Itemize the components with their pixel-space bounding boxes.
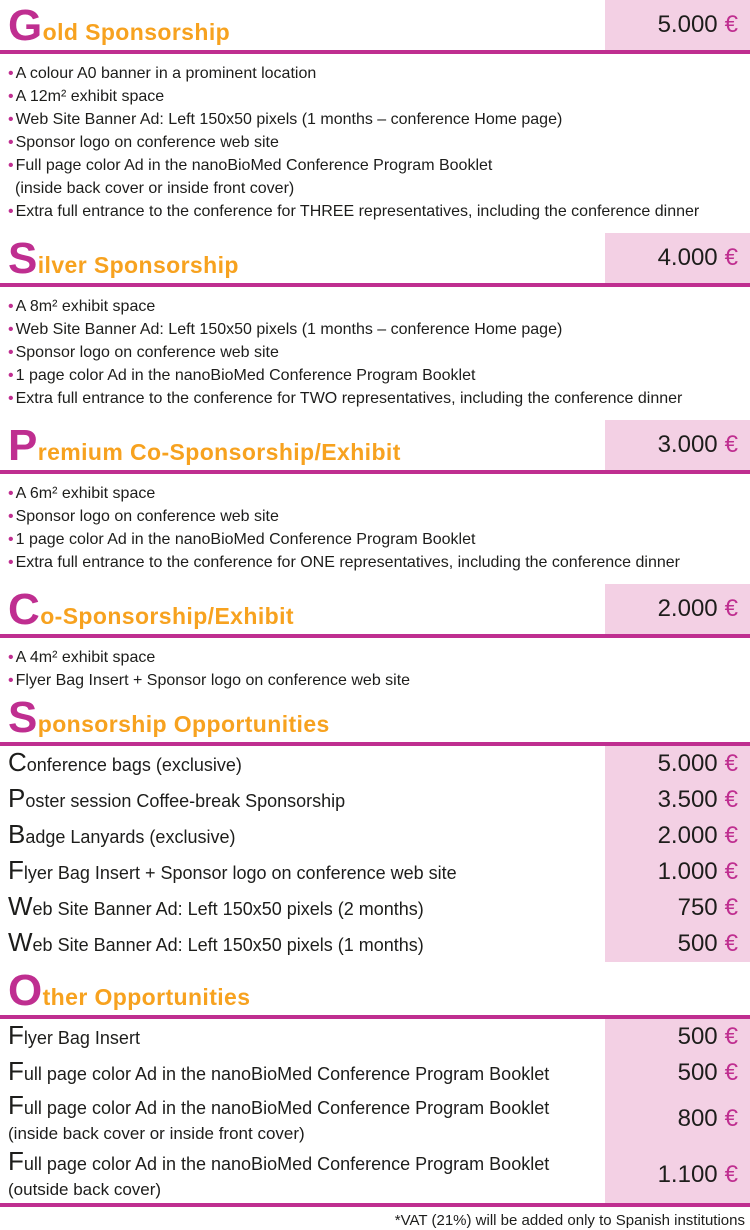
price-cell <box>605 818 750 854</box>
benefit-item: • A 12m² exhibit space <box>8 85 750 108</box>
benefit-item: • Web Site Banner Ad: Left 150x50 pixels (1 months – conference Home page) <box>8 318 750 341</box>
section-header <box>0 420 750 470</box>
price-cell <box>605 1091 750 1147</box>
benefit-item: • Sponsor logo on conference web site <box>8 341 750 364</box>
price-value: 500 <box>677 1023 718 1050</box>
row-label: Full page color Ad in the nanoBioMed Conference Program Booklet <box>8 1145 550 1176</box>
benefit-list <box>0 638 750 702</box>
row-label: Flyer Bag Insert <box>8 1020 140 1050</box>
price-value: 3.000 <box>657 431 718 458</box>
section-silver-sponsorship <box>0 233 750 420</box>
benefit-item: • Extra full entrance to the conference for THREE representatives, including the conference dinner <box>8 200 750 223</box>
price-cell <box>605 1147 750 1203</box>
euro-sign: € <box>724 858 738 885</box>
euro-sign: € <box>724 750 738 777</box>
table-row <box>0 890 750 926</box>
section-title: Other Opportunities <box>8 966 251 1015</box>
euro-sign: € <box>724 244 738 271</box>
price-box <box>605 0 750 50</box>
euro-sign: € <box>724 894 738 921</box>
benefit-item: • Extra full entrance to the conference for TWO representatives, including the conference dinner <box>8 387 750 410</box>
price-box <box>605 233 750 283</box>
price-cell <box>605 926 750 962</box>
section-header <box>0 693 750 742</box>
euro-sign: € <box>724 786 738 813</box>
price-cell <box>605 1055 750 1091</box>
benefit-item: • Sponsor logo on conference web site <box>8 505 750 528</box>
price-box <box>605 420 750 470</box>
benefit-item: • A 8m² exhibit space <box>8 295 750 318</box>
section-header <box>0 966 750 1015</box>
benefit-item: • Full page color Ad in the nanoBioMed Conference Program Booklet <box>8 154 750 177</box>
section-sponsorship-opportunities <box>0 693 750 962</box>
table-row <box>0 746 750 782</box>
section-title: Co-Sponsorship/Exhibit <box>8 585 294 634</box>
price-value: 2.000 <box>657 822 718 849</box>
price-value: 500 <box>677 1059 718 1086</box>
euro-sign: € <box>724 11 738 38</box>
benefit-item: • 1 page color Ad in the nanoBioMed Conference Program Booklet <box>8 528 750 551</box>
benefit-item: • A colour A0 banner in a prominent location <box>8 62 750 85</box>
section-co-sponsorship <box>0 584 750 702</box>
price-value: 1.100 <box>657 1161 718 1188</box>
euro-sign: € <box>724 1059 738 1086</box>
table-row <box>0 1019 750 1055</box>
benefit-item: • Flyer Bag Insert + Sponsor logo on conference web site <box>8 669 750 692</box>
euro-sign: € <box>724 431 738 458</box>
benefit-item-continuation: (inside back cover or inside front cover) <box>15 180 295 197</box>
row-sublabel: (inside back cover or inside front cover) <box>8 1123 305 1143</box>
price-cell <box>605 782 750 818</box>
price-value: 500 <box>677 930 718 957</box>
price-value: 5.000 <box>657 750 718 777</box>
vat-footnote: *VAT (21%) will be added only to Spanish institutions <box>394 1212 745 1229</box>
table-row <box>0 854 750 890</box>
row-sublabel: (outside back cover) <box>8 1179 162 1199</box>
row-label: Web Site Banner Ad: Left 150x50 pixels (1 months) <box>8 927 424 957</box>
table-row <box>0 782 750 818</box>
benefit-item: • Sponsor logo on conference web site <box>8 131 750 154</box>
row-label: Badge Lanyards (exclusive) <box>8 819 236 849</box>
section-title: Silver Sponsorship <box>8 234 239 283</box>
table-row <box>0 1055 750 1091</box>
section-title: Sponsorship Opportunities <box>8 693 330 742</box>
price-value: 750 <box>677 894 718 921</box>
price-value: 800 <box>677 1105 718 1132</box>
benefit-item: • Web Site Banner Ad: Left 150x50 pixels (1 months – conference Home page) <box>8 108 750 131</box>
section-header <box>0 584 750 634</box>
price-table <box>0 746 750 962</box>
price-value: 5.000 <box>657 11 718 38</box>
benefit-item: • Extra full entrance to the conference for ONE representatives, including the conference dinner <box>8 551 750 574</box>
section-title: Gold Sponsorship <box>8 1 231 50</box>
table-row <box>0 1091 750 1147</box>
euro-sign: € <box>724 595 738 622</box>
section-gold-sponsorship <box>0 0 750 233</box>
euro-sign: € <box>724 930 738 957</box>
price-value: 1.000 <box>657 858 718 885</box>
price-cell <box>605 890 750 926</box>
price-value: 2.000 <box>657 595 718 622</box>
table-row <box>0 818 750 854</box>
price-cell <box>605 1019 750 1055</box>
price-cell <box>605 854 750 890</box>
benefit-item: • 1 page color Ad in the nanoBioMed Conference Program Booklet <box>8 364 750 387</box>
section-header <box>0 0 750 50</box>
price-value: 4.000 <box>657 244 718 271</box>
row-label: Poster session Coffee-break Sponsorship <box>8 783 346 813</box>
section-title: Premium Co-Sponsorship/Exhibit <box>8 421 401 470</box>
row-label: Flyer Bag Insert + Sponsor logo on conference web site <box>8 855 457 885</box>
benefit-list <box>0 54 750 233</box>
section-premium-co-sponsorship <box>0 420 750 584</box>
benefit-item: • A 4m² exhibit space <box>8 646 750 669</box>
section-header <box>0 233 750 283</box>
section-other-opportunities <box>0 966 750 1207</box>
row-label: Full page color Ad in the nanoBioMed Conference Program Booklet <box>8 1089 550 1120</box>
table-row <box>0 926 750 962</box>
benefit-item: • A 6m² exhibit space <box>8 482 750 505</box>
benefit-list <box>0 474 750 584</box>
row-label: Web Site Banner Ad: Left 150x50 pixels (2 months) <box>8 891 424 921</box>
row-label: Conference bags (exclusive) <box>8 747 242 777</box>
row-label: Full page color Ad in the nanoBioMed Conference Program Booklet <box>8 1056 550 1086</box>
euro-sign: € <box>724 1161 738 1188</box>
price-cell <box>605 746 750 782</box>
table-row <box>0 1147 750 1203</box>
euro-sign: € <box>724 822 738 849</box>
price-table <box>0 1019 750 1203</box>
price-value: 3.500 <box>657 786 718 813</box>
euro-sign: € <box>724 1023 738 1050</box>
benefit-list <box>0 287 750 420</box>
price-box <box>605 584 750 634</box>
euro-sign: € <box>724 1105 738 1132</box>
